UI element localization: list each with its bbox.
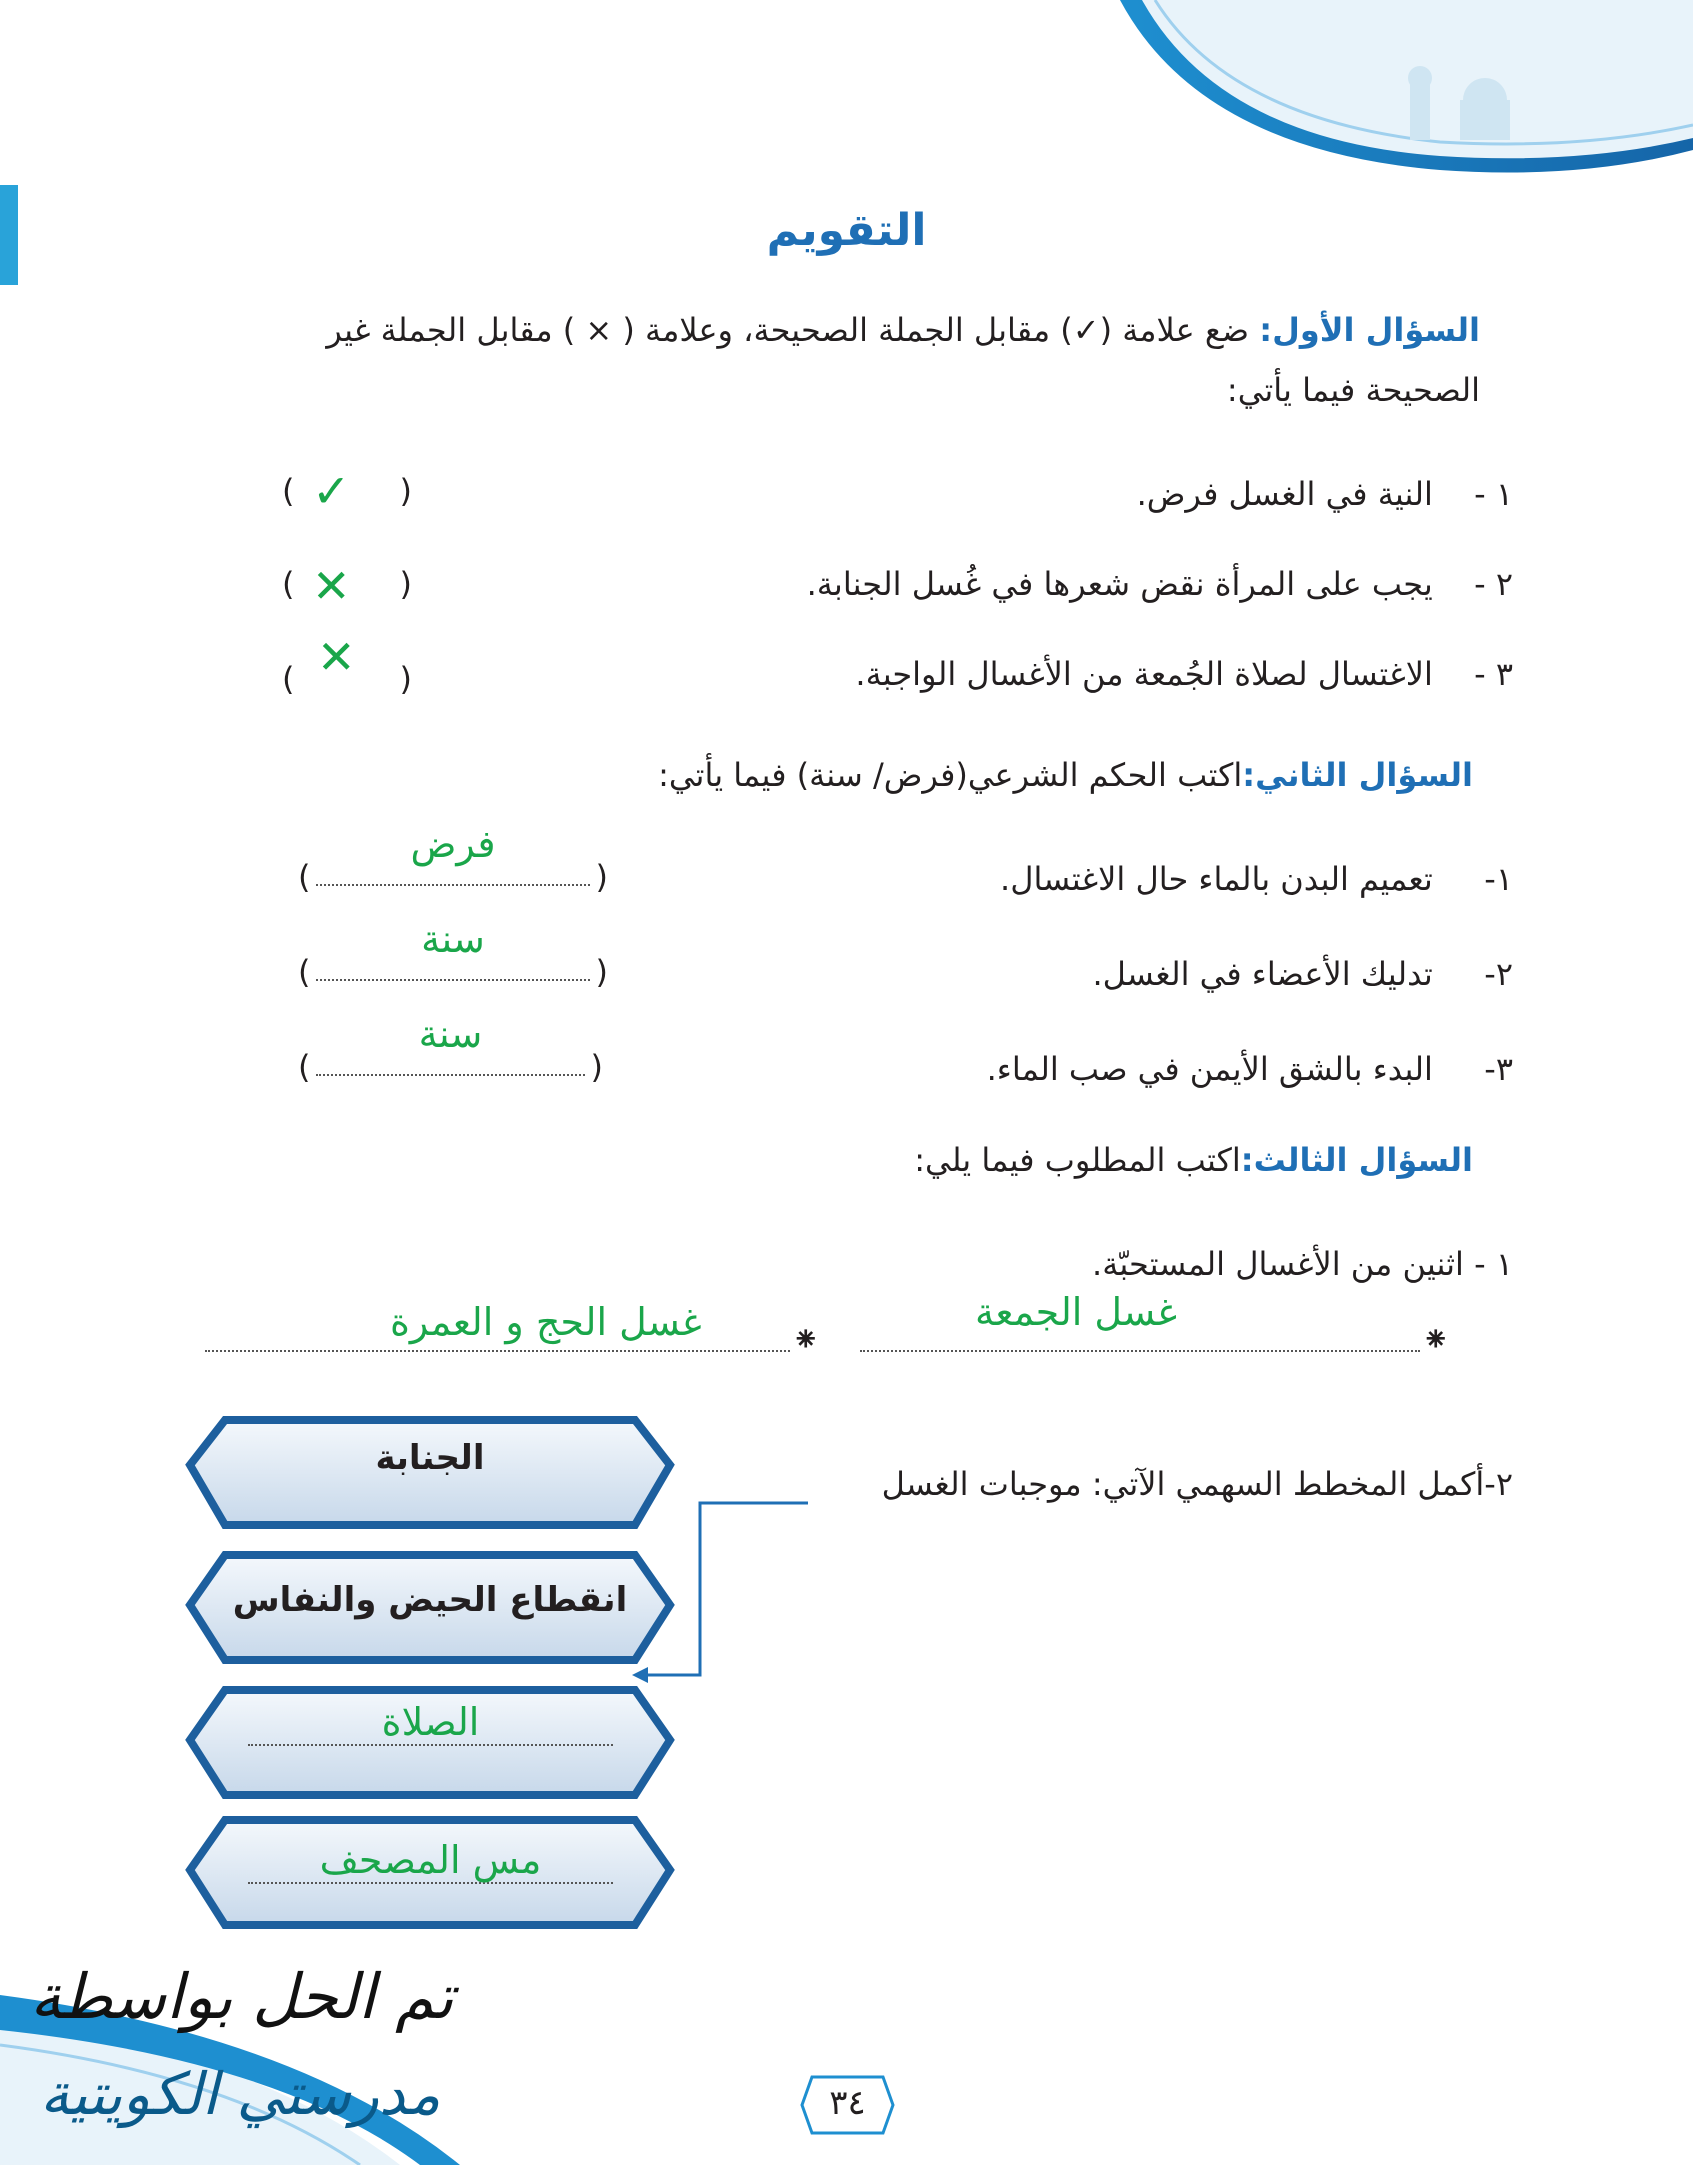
q1-item-2 (807, 565, 1513, 603)
hex-box-2-label: انقطاع الحيض والنفاس (232, 1580, 628, 1620)
q2-answer-3-blank: ( ) سنة (298, 1012, 603, 1086)
q2-item-2-text: تدليك الأعضاء في الغسل. (1092, 955, 1433, 993)
header-decoration (1080, 0, 1693, 185)
signature-line-1: تم الحل بواسطة (30, 1960, 454, 2033)
q3-item1-answer-a: غسل الجمعة (975, 1290, 1177, 1334)
q3-item1-answer-a-line (860, 1290, 1450, 1360)
hex-box-3-blank (248, 1700, 613, 1750)
q3-label: السؤال الثالث: (1240, 1141, 1473, 1179)
q3-instruction (914, 1130, 1473, 1190)
q2-answer-2-blank: ( ) سنة (298, 917, 608, 991)
q2-item-2 (1092, 955, 1513, 993)
q2-answer-3: سنة (418, 1012, 483, 1056)
check-icon: ✓ (312, 464, 351, 518)
q2-item-2-number: ٢- (1484, 955, 1513, 993)
q1-item-2-text: يجب على المرأة نقض شعرها في غُسل الجنابة. (806, 565, 1433, 603)
q2-item-3 (987, 1050, 1513, 1088)
q2-item-3-number: ٣- (1484, 1050, 1513, 1088)
q2-instruction-text: اكتب الحكم الشرعي(فرض/ سنة) فيما يأتي: (658, 756, 1243, 794)
q1-instruction (180, 300, 1480, 420)
q1-label: السؤال الأول: (1259, 311, 1480, 349)
q2-answer-1: فرض (410, 822, 496, 866)
q3-item-2: ٢-أكمل المخطط السهمي الآتي: موجبات الغسل (881, 1465, 1513, 1503)
q2-answer-1-blank: ( ) فرض (298, 822, 608, 896)
q2-item-1-text: تعميم البدن بالماء حال الاغتسال. (1000, 860, 1433, 898)
page-number-badge (800, 2075, 895, 2135)
cross-icon: ✕ (312, 559, 351, 613)
hex-box-1-label: الجنابة (375, 1438, 485, 1478)
page-title: التقويم (766, 205, 927, 256)
q1-item-3 (855, 655, 1513, 693)
q1-item-1-number: ١ - (1474, 475, 1513, 513)
q1-item-1-text: النية في الغسل فرض. (1136, 475, 1433, 513)
q2-answer-2: سنة (421, 917, 485, 961)
q1-item-2-number: ٢ - (1474, 565, 1513, 603)
q1-item-1 (1137, 475, 1513, 513)
q1-instruction-line2: الصحيحة فيما يأتي: (1226, 371, 1480, 409)
q3-instruction-text: اكتب المطلوب فيما يلي: (914, 1141, 1241, 1179)
hex-box-3-answer: الصلاة (381, 1700, 480, 1744)
q3-item1-answer-b-line (205, 1300, 820, 1360)
hex-box-4-answer: مس المصحف (319, 1838, 542, 1882)
hex-box-4-blank (248, 1838, 613, 1888)
q2-item-1-number: ١- (1484, 860, 1513, 898)
cross-icon: ✕ (317, 630, 356, 684)
q3-item1-bullet-a: ⁕ (1421, 1320, 1450, 1360)
q3-item1-bullet-b: ⁕ (791, 1320, 820, 1360)
signature-line-2: مدرستي الكويتية (40, 2060, 441, 2128)
q2-instruction (658, 745, 1473, 805)
q1-item-3-text: الاغتسال لصلاة الجُمعة من الأغسال الواجبة. (855, 655, 1433, 693)
q1-instruction-line1: ضع علامة (✓) مقابل الجملة الصحيحة، وعلامة ( × ) مقابل الجملة غير (326, 311, 1260, 349)
q3-item1-answer-b: غسل الحج و العمرة (390, 1300, 702, 1344)
q2-label: السؤال الثاني: (1242, 756, 1473, 794)
q1-item-3-number: ٣ - (1474, 655, 1513, 693)
q3-item-1: ١ - اثنين من الأغسال المستحبّة. (1092, 1245, 1513, 1283)
q2-item-1 (1000, 860, 1513, 898)
page-number: ٣٤ (829, 2083, 866, 2123)
q2-item-3-text: البدء بالشق الأيمن في صب الماء. (986, 1050, 1433, 1088)
